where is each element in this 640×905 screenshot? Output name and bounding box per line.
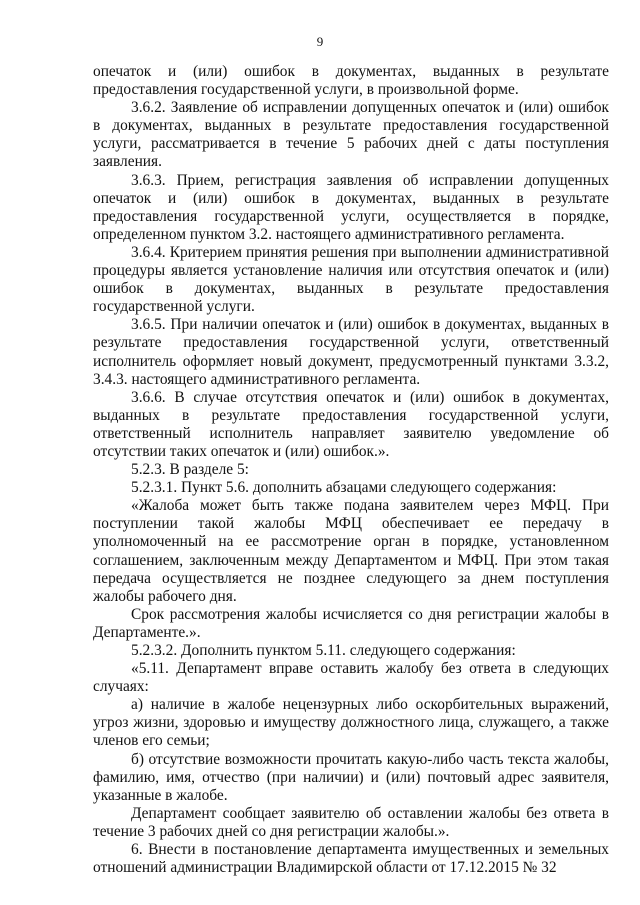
paragraph-item-a: а) наличие в жалобе нецензурных либо оскорбительных выражений, угроз жизни, здоровью и имуществу должностного лица, служащего, а также членов его семьи;	[93, 696, 609, 750]
paragraph-5-2-3: 5.2.3. В разделе 5:	[131, 461, 249, 479]
paragraph-notification: Департамент сообщает заявителю об оставлении жалобы без ответа в течение 3 рабочих дней со дня регистрации жалобы.».	[93, 804, 609, 840]
page-number: 9	[316, 34, 324, 49]
paragraph-3-6-5: 3.6.5. При наличии опечаток и (или) ошибок в документах, выданных в результате предоставления государственной услуги, ответственный исполнитель оформляет новый документ, предусмотренный пунктами 3.3.2, 3.4.3. настоящего административного регламента.	[93, 316, 609, 388]
paragraph-3-6-3: 3.6.3. Прием, регистрация заявления об исправлении допущенных опечаток и (или) ошибок в документах, выданных в результате предоставления государственной услуги, осуществляется в порядке, определенном пунктом 3.2. настоящего административного регламента.	[93, 171, 609, 243]
paragraph-3-6-2: 3.6.2. Заявление об исправлении допущенных опечаток и (или) ошибок в документах, выданных в результате предоставления государственной услуги, рассматривается в течение 5 рабочих дней с даты поступления заявления.	[93, 99, 609, 171]
paragraph-5-2-3-1: 5.2.3.1. Пункт 5.6. дополнить абзацами следующего содержания:	[131, 479, 557, 497]
document-body	[93, 63, 609, 877]
paragraph-6: 6. Внести в постановление департамента имущественных и земельных отношений администрации Владимирской области от 17.12.2015 № 32	[93, 841, 609, 877]
paragraph-complaint-term: Срок рассмотрения жалобы исчисляется со дня регистрации жалобы в Департаменте.».	[93, 605, 609, 641]
paragraph-item-b: б) отсутствие возможности прочитать какую-либо часть текста жалобы, фамилию, имя, отчество (при наличии) и (или) почтовый адрес заявителя, указанные в жалобе.	[93, 750, 609, 804]
paragraph-5-2-3-2: 5.2.3.2. Дополнить пунктом 5.11. следующего содержания:	[131, 642, 516, 659]
paragraph-5-11: «5.11. Департамент вправе оставить жалобу без ответа в следующих случаях:	[93, 660, 609, 696]
paragraph-complaint-mfc: «Жалоба может быть также подана заявителем через МФЦ. При поступлении такой жалобы МФЦ обеспечивает ее передачу в уполномоченный на ее рассмотрение орган в порядке, установленном соглашением, заключенным между Департаментом и МФЦ. При этом такая передача осуществляется не позднее следующего за днем поступления жалобы рабочего дня.	[93, 497, 609, 605]
paragraph-3-6-6: 3.6.6. В случае отсутствия опечаток и (или) ошибок в документах, выданных в результате предоставления государственной услуги, ответственный исполнитель направляет заявителю уведомление об отсутствии таких опечаток и (или) ошибок.».	[93, 388, 609, 460]
paragraph-3-6-4: 3.6.4. Критерием принятия решения при выполнении административной процедуры является установление наличия или отсутствия опечаток и (или) ошибок в документах, выданных в результате предоставления государственной услуги.	[93, 243, 609, 316]
paragraph-1: опечаток и (или) ошибок в документах, выданных в результате предоставления государственной услуги, в произвольной форме.	[93, 63, 609, 99]
